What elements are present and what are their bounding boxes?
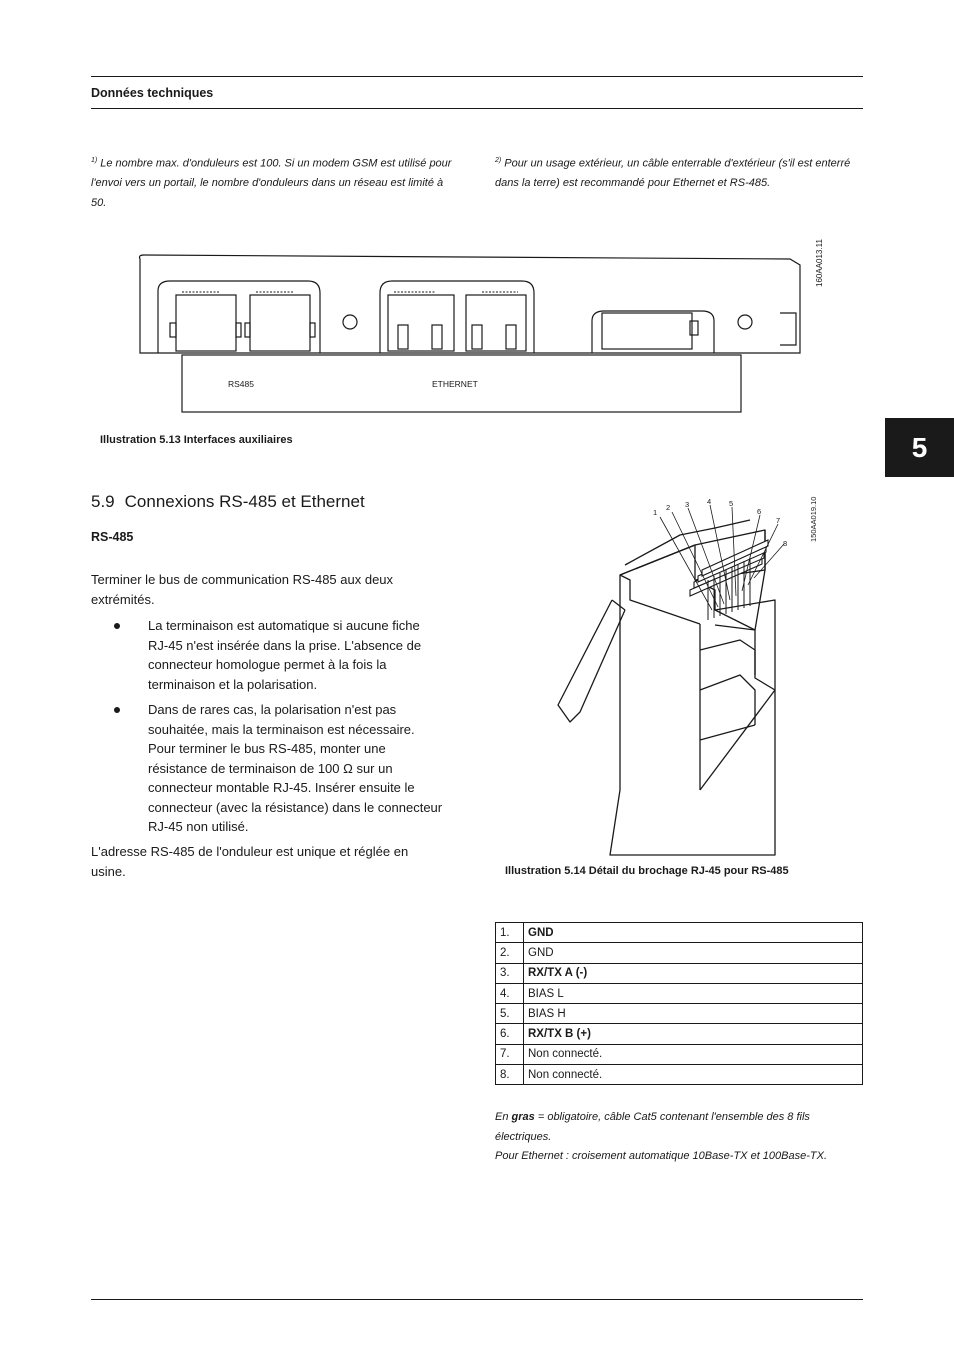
pin-number-cell: 3. [496, 963, 524, 983]
intro-paragraph: Terminer le bus de communication RS-485 aux deux extrémités. [91, 572, 394, 607]
footnote-2-text: Pour un usage extérieur, un câble enterrable d'extérieur (s'il est enterré dans la terre) est recommandé pour Ethernet et RS-485. [495, 157, 851, 190]
rs485-port-left [176, 295, 236, 351]
header-bottom-rule [91, 108, 863, 109]
pin-number-cell: 1. [496, 923, 524, 943]
table-row [496, 963, 863, 983]
note-bold-word: gras [511, 1111, 535, 1123]
note-line1-rest: = obligatoire, câble Cat5 contenant l'ensemble des 8 fils électriques. [495, 1111, 810, 1143]
screw-hole-right [738, 315, 752, 329]
section-heading [91, 492, 365, 512]
latch-tab [558, 600, 625, 722]
bullet-dot [114, 707, 120, 713]
pin-number-6: 6 [757, 507, 762, 516]
pin-number-1: 1 [653, 508, 658, 517]
plug-body-back [715, 600, 775, 690]
pin-function-cell: BIAS H [524, 1004, 863, 1024]
chapter-tab: 5 [885, 418, 954, 477]
outro-paragraph: L'adresse RS-485 de l'onduleur est unique et réglée en usine. [91, 844, 409, 879]
footnote-1-marker: 1) [91, 157, 98, 164]
figure1-caption: Illustration 5.13 Interfaces auxiliaires [100, 434, 293, 446]
footnote-2 [495, 151, 863, 194]
bullet-text-2: Dans de rares cas, la polarisation n'est pas souhaitée, mais la terminaison est nécessaire. Pour terminer le bus RS-485, monter une résistance de terminaison de 100 Ω sur un connecteur montable RJ-45. Insérer ensuite le connecteur (avec la résistance) dans le connecteur RJ-45 non utilisé. [148, 702, 443, 834]
section-title: Connexions RS-485 et Ethernet [124, 492, 365, 511]
pin-function-cell: Non connecté. [524, 1065, 863, 1085]
screw-hole-left [343, 315, 357, 329]
pin-number-8: 8 [783, 539, 788, 548]
pin-assignment-table [495, 922, 863, 1085]
pin-number-5: 5 [729, 499, 734, 508]
note-prefix: En [495, 1111, 509, 1123]
figure2-code: 150AA019.10 [809, 496, 818, 542]
table-row [496, 1065, 863, 1085]
pin-number-2: 2 [666, 503, 671, 512]
table-row [496, 1004, 863, 1024]
rj45-pinout-figure [550, 490, 830, 860]
footer-rule [91, 1299, 863, 1300]
auxiliary-interfaces-figure [130, 225, 830, 420]
pin-number-cell: 4. [496, 983, 524, 1003]
pin-function-cell: GND [524, 923, 863, 943]
table-row [496, 943, 863, 963]
pin-number-3: 3 [685, 500, 690, 509]
rs485-label: RS485 [228, 379, 254, 389]
bullet-item-1 [148, 616, 443, 694]
table-note-line-1 [495, 1108, 863, 1147]
pin-function-cell: BIAS L [524, 983, 863, 1003]
table-note [495, 1108, 863, 1167]
pin-number-cell: 6. [496, 1024, 524, 1044]
table-row [496, 923, 863, 943]
pin-function-cell: RX/TX B (+) [524, 1024, 863, 1044]
footnote-2-marker: 2) [495, 157, 502, 164]
board-outline [140, 255, 801, 353]
pin-function-cell: GND [524, 943, 863, 963]
running-header: Données techniques [91, 86, 214, 100]
ethernet-port-right [466, 295, 526, 351]
pin-function-cell: RX/TX A (-) [524, 963, 863, 983]
rs485-port-right [250, 295, 310, 351]
section-number: 5.9 [91, 492, 115, 511]
pin-number-cell: 7. [496, 1044, 524, 1064]
table-row [496, 1024, 863, 1044]
header-top-rule [91, 76, 863, 77]
figure1-code: 160AA013.11 [815, 239, 824, 287]
table-note-line-2: Pour Ethernet : croisement automatique 10Base-TX et 100Base-TX. [495, 1150, 828, 1162]
subheading-rs485: RS-485 [91, 530, 134, 544]
pin-number-cell: 2. [496, 943, 524, 963]
blank-cutout [592, 311, 714, 353]
figure2-caption: Illustration 5.14 Détail du brochage RJ-45 pour RS-485 [505, 865, 789, 877]
pin-number-cell: 8. [496, 1065, 524, 1085]
pin-number-7: 7 [776, 516, 781, 525]
pin-number-4: 4 [707, 497, 712, 506]
ethernet-label: ETHERNET [432, 379, 478, 389]
bullet-text-1: La terminaison est automatique si aucune fiche RJ-45 n'est insérée dans la prise. L'absence de connecteur homologue permet à la fois la terminaison et la polarisation. [148, 618, 422, 692]
table-row [496, 983, 863, 1003]
bullet-item-2 [148, 700, 443, 837]
pin-number-cell: 5. [496, 1004, 524, 1024]
footnote-1-text: Le nombre max. d'onduleurs est 100. Si un modem GSM est utilisé pour l'envoi vers un portail, le nombre d'onduleurs dans un réseau est limité à 50. [91, 157, 452, 209]
bullet-dot [114, 623, 120, 629]
pin-function-cell: Non connecté. [524, 1044, 863, 1064]
table-row [496, 1044, 863, 1064]
footnote-1 [91, 151, 461, 213]
